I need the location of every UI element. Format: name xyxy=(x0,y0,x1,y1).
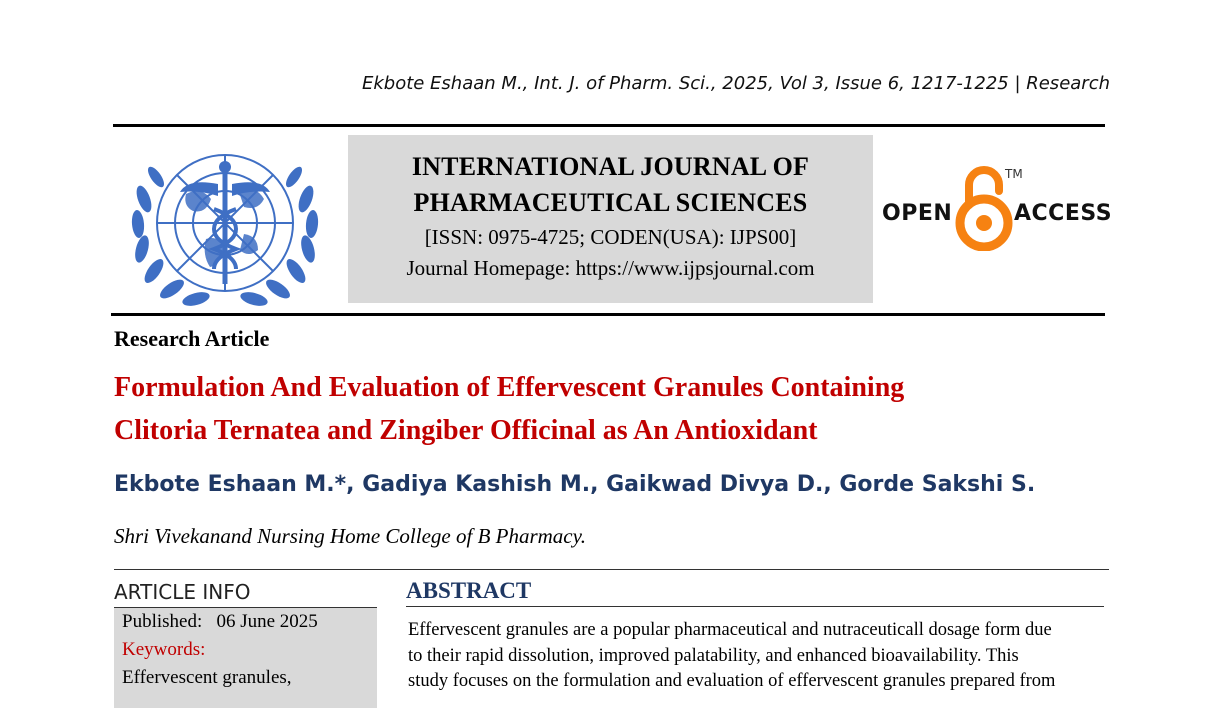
published-line xyxy=(114,608,377,636)
keywords-label: Keywords: xyxy=(122,639,206,660)
article-info-heading: ARTICLE INFO xyxy=(114,580,251,604)
journal-issn: [ISSN: 0975-4725; CODEN(USA): IJPS00] xyxy=(424,225,797,249)
title-line1: Formulation And Evaluation of Effervescent Granules Containing xyxy=(114,372,905,403)
article-type: Research Article xyxy=(114,326,270,351)
abstract-line: Effervescent granules are a popular pharmaceutical and nutraceuticall dosage form due xyxy=(408,620,1052,640)
journal-homepage[interactable]: Journal Homepage: https://www.ijpsjournal.com xyxy=(406,256,815,280)
trademark-label: TM xyxy=(1005,167,1023,181)
affiliation: Shri Vivekanand Nursing Home College of B Pharmacy. xyxy=(114,524,587,548)
article-info-box xyxy=(114,607,377,708)
abstract-line: study focuses on the formulation and evaluation of effervescent granules prepared from xyxy=(408,671,1056,691)
published-label: Published: xyxy=(122,611,203,632)
open-label: OPEN xyxy=(882,201,953,226)
abstract-body xyxy=(408,618,1105,695)
section-rule xyxy=(114,569,1109,570)
header-top-rule xyxy=(113,124,1105,127)
abstract-rule xyxy=(406,606,1104,607)
keyword-item: Effervescent granules, xyxy=(122,667,292,688)
abstract-line: to their rapid dissolution, improved palatability, and enhanced bioavailability. This xyxy=(408,645,1019,666)
author-list: Ekbote Eshaan M.*, Gadiya Kashish M., Gaikwad Divya D., Gorde Sakshi S. xyxy=(114,472,1036,497)
access-label: ACCESS xyxy=(1014,201,1113,226)
journal-name-line1: INTERNATIONAL JOURNAL OF xyxy=(411,152,810,181)
title-line2: Clitoria Ternatea and Zingiber Officinal as An Antioxidant xyxy=(114,415,818,446)
abstract-heading: ABSTRACT xyxy=(406,578,532,603)
running-header: Ekbote Eshaan M., Int. J. of Pharm. Sci., 2025, Vol 3, Issue 6, 1217-1225 | Research xyxy=(361,73,1110,94)
open-access-logo xyxy=(880,163,1113,253)
published-date: 06 June 2025 xyxy=(216,611,318,632)
globe-caduceus-emblem-icon xyxy=(126,139,324,307)
header-bottom-rule xyxy=(111,313,1105,316)
journal-name-line2: PHARMACEUTICAL SCIENCES xyxy=(413,188,808,217)
article-title xyxy=(114,366,1074,452)
journal-masthead xyxy=(348,135,873,303)
